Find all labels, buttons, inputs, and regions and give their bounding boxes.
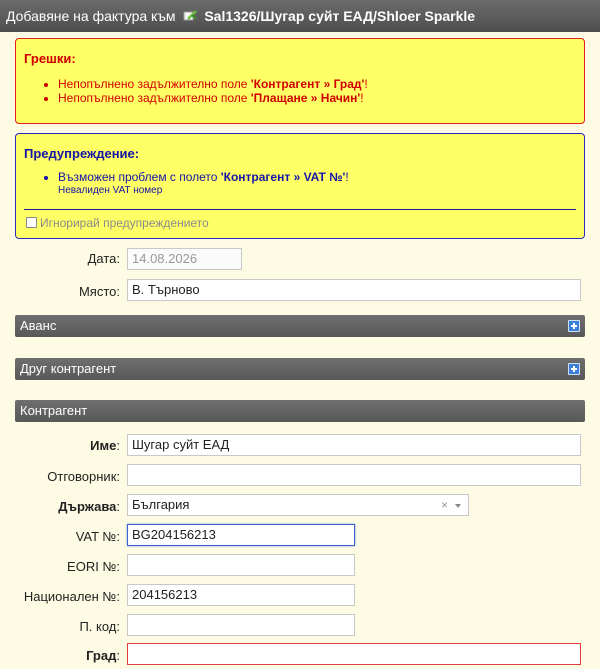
date-label: Дата: — [87, 251, 120, 266]
eori-input[interactable] — [127, 554, 355, 576]
section-other-party[interactable] — [15, 358, 585, 380]
error-field: 'Контрагент » Град' — [250, 77, 365, 91]
section-counterparty-title: Контрагент — [20, 403, 88, 418]
checkbox-icon[interactable] — [26, 217, 37, 228]
section-counterparty — [15, 400, 585, 422]
national-number-input[interactable]: 204156213 — [127, 584, 355, 606]
city-label: Град: — [86, 648, 120, 663]
name-label: Име: — [90, 438, 120, 453]
clear-icon[interactable]: × — [440, 498, 448, 512]
place-input[interactable]: В. Търново — [127, 279, 581, 301]
country-label: Държава: — [58, 499, 120, 514]
eori-label: EORI №: — [67, 559, 120, 574]
ignore-warning-label: Игнорирай предупреждението — [40, 216, 209, 230]
error-field: 'Плащане » Начин' — [250, 91, 361, 105]
section-other-party-title: Друг контрагент — [20, 361, 117, 376]
error-item: • Непопълнено задължително поле 'Плащане » Начин'! — [58, 91, 576, 105]
title-document: Sal1326/Шугар суйт ЕАД/Shloer Sparkle — [204, 8, 476, 24]
postcode-input[interactable] — [127, 614, 355, 636]
invoice-icon — [183, 10, 197, 22]
date-field: 14.08.2026 — [127, 248, 242, 270]
section-advance[interactable] — [15, 315, 585, 337]
national-number-label: Национален №: — [23, 589, 120, 604]
country-value: България — [132, 497, 190, 512]
expand-icon[interactable] — [568, 320, 580, 332]
chevron-down-icon[interactable] — [455, 504, 461, 508]
warnings-list — [16, 170, 576, 198]
window-title — [0, 0, 600, 32]
expand-icon[interactable] — [568, 363, 580, 375]
vat-input[interactable]: BG204156213 — [127, 524, 355, 546]
vat-label: VAT №: — [75, 529, 120, 544]
warnings-heading: Предупреждение: — [24, 146, 140, 161]
warning-item: • Възможен проблем с полето 'Контрагент » VAT №'! Невалиден VAT номер — [58, 170, 576, 198]
error-item: • Непопълнено задължително поле 'Контрагент » Град'! — [58, 77, 576, 91]
errors-box — [15, 38, 585, 124]
errors-heading: Грешки: — [24, 51, 76, 66]
place-label: Място: — [78, 284, 120, 299]
warning-detail: Невалиден VAT номер — [58, 185, 163, 196]
responsible-input[interactable] — [127, 464, 581, 486]
section-advance-title: Аванс — [20, 318, 57, 333]
city-input[interactable] — [127, 643, 581, 665]
postcode-label: П. код: — [79, 619, 120, 634]
title-prefix: Добавяне на фактура към — [6, 8, 176, 24]
ignore-warning-checkbox[interactable] — [26, 216, 209, 230]
errors-list — [16, 77, 576, 105]
warnings-box — [15, 133, 585, 239]
name-input[interactable]: Шугар суйт ЕАД — [127, 434, 581, 456]
country-select[interactable] — [127, 494, 469, 516]
warning-field: 'Контрагент » VAT №' — [220, 170, 346, 184]
responsible-label: Отговорник: — [47, 469, 120, 484]
warning-divider — [24, 209, 576, 210]
